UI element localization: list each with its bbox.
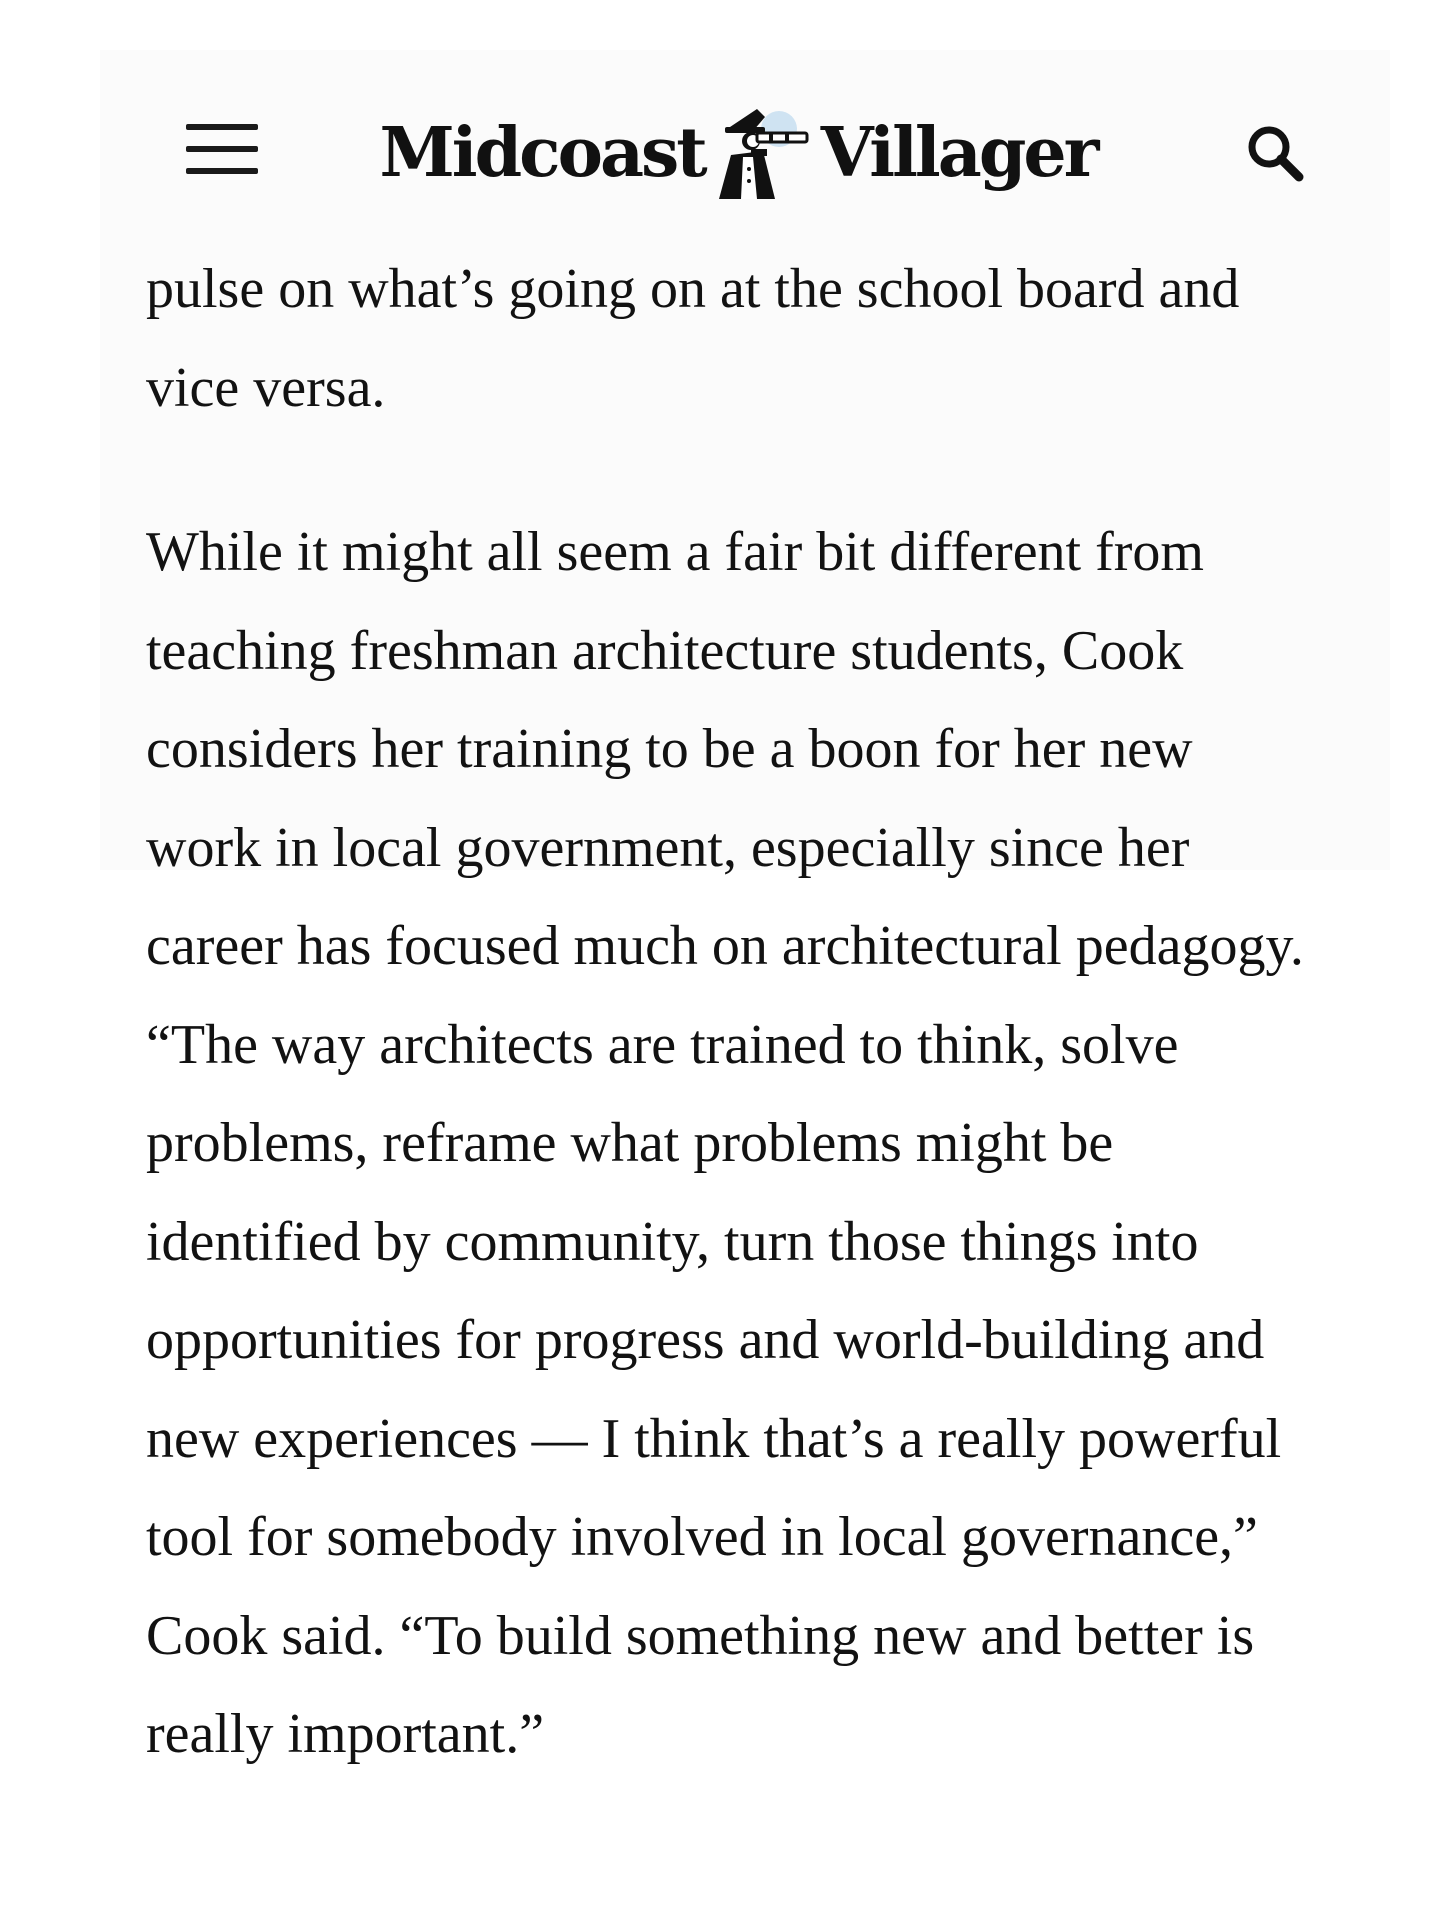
article-body — [146, 240, 1316, 1784]
search-icon — [1244, 122, 1306, 184]
hamburger-menu-icon — [186, 124, 258, 130]
lookout-with-spyglass-icon — [713, 103, 817, 203]
menu-icon-bar — [186, 146, 258, 152]
article-paragraph: pulse on what’s going on at the school board and vice versa. — [146, 258, 1240, 419]
site-logo[interactable] — [379, 98, 1097, 208]
site-header — [0, 0, 1440, 230]
logo-word-left: Midcoast — [379, 113, 705, 193]
search-button[interactable] — [1244, 122, 1306, 184]
logo-word-right: Villager — [820, 113, 1097, 193]
article-paragraph: While it might all seem a fair bit different from teaching freshman architecture students, Cook considers her training to be a boon for her new work in local government, especially since her career has focused much on architectural pedagogy. “The way architects are trained to think, solve problems, reframe what problems might be identified by community, turn those things into opportunities for progress and world-building and new experiences — I think that’s a really powerful tool for somebody involved in local governance,” Cook said. “To build something new and better is really important.” — [146, 521, 1304, 1765]
menu-icon-bar — [186, 168, 258, 174]
hamburger-menu-button[interactable] — [186, 124, 260, 176]
